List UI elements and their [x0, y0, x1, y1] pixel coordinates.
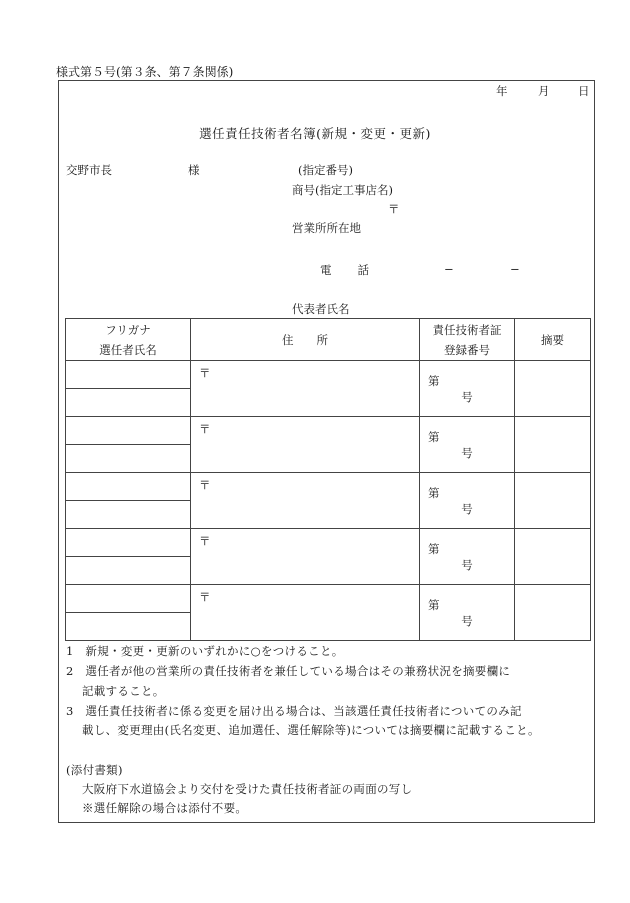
note-3-line-1: 3 選任責任技術者に係る変更を届け出る場合は、当該選任責任技術者についてのみ記: [66, 704, 522, 718]
office-address-label: 営業所所在地: [292, 221, 361, 235]
appointee-name-cell[interactable]: [66, 501, 191, 529]
header-remarks-label: 摘要: [541, 332, 564, 347]
remarks-cell[interactable]: [515, 585, 591, 641]
note-1: 1 新規・変更・更新のいずれかに○をつけること。: [66, 644, 344, 658]
furigana-cell[interactable]: [66, 361, 191, 389]
date-day-label: 日: [578, 84, 590, 98]
phone-dash-1: −: [444, 262, 454, 276]
reg-prefix: 第: [428, 597, 440, 612]
remarks-cell[interactable]: [515, 361, 591, 417]
date-year-label: 年: [496, 84, 508, 98]
appointee-name-cell[interactable]: [66, 445, 191, 473]
attachment-item-2: ※選任解除の場合は添付不要。: [82, 801, 248, 815]
address-cell[interactable]: [191, 529, 420, 585]
form-title: 選任責任技術者名簿(新規・変更・更新): [199, 126, 431, 141]
postal-mark: 〒: [199, 590, 211, 604]
header-furigana: フリガナ: [105, 322, 151, 337]
header-address: [191, 319, 420, 361]
furigana-cell[interactable]: [66, 529, 191, 557]
reg-suffix: 号: [461, 389, 473, 404]
designation-number-label: (指定番号): [298, 163, 353, 177]
table-row: [66, 529, 591, 557]
postal-mark: 〒: [199, 478, 211, 492]
postal-mark: 〒: [199, 366, 211, 380]
representative-label: 代表者氏名: [292, 302, 350, 316]
address-cell[interactable]: [191, 417, 420, 473]
reg-suffix: 号: [461, 557, 473, 572]
registration-cell[interactable]: [420, 417, 515, 473]
header-appointee-name: 選任者氏名: [99, 342, 157, 357]
header-remarks: [515, 319, 591, 361]
header-registration-number: 登録番号: [444, 342, 490, 357]
reg-prefix: 第: [428, 485, 440, 500]
technician-roster-table: [65, 318, 591, 641]
header-address-label: 住 所: [282, 332, 328, 347]
date-month-label: 月: [538, 84, 550, 98]
trade-name-label: 商号(指定工事店名): [292, 183, 393, 197]
table-row: [66, 361, 591, 389]
remarks-cell[interactable]: [515, 473, 591, 529]
remarks-cell[interactable]: [515, 529, 591, 585]
reg-suffix: 号: [461, 613, 473, 628]
note-2-line-2: 記載すること。: [82, 684, 165, 698]
note-3-line-2: 載し、変更理由(氏名変更、追加選任、選任解除等)については摘要欄に記載すること。: [82, 723, 540, 737]
addressee-mayor: 交野市長: [66, 163, 112, 177]
registration-cell[interactable]: [420, 529, 515, 585]
furigana-cell[interactable]: [66, 473, 191, 501]
phone-dash-2: −: [510, 262, 520, 276]
attachment-item-1: 大阪府下水道協会より交付を受けた責任技術者証の両面の写し: [82, 782, 413, 796]
address-cell[interactable]: [191, 361, 420, 417]
note-2-line-1: 2 選任者が他の営業所の責任技術者を兼任している場合はその兼務状況を摘要欄に: [66, 664, 511, 678]
address-cell[interactable]: [191, 585, 420, 641]
address-cell[interactable]: [191, 473, 420, 529]
table-row: [66, 585, 591, 613]
registration-cell[interactable]: [420, 585, 515, 641]
appointee-name-cell[interactable]: [66, 389, 191, 417]
postal-mark: 〒: [199, 534, 211, 548]
furigana-cell[interactable]: [66, 417, 191, 445]
table-row: [66, 473, 591, 501]
addressee-honorific: 様: [188, 163, 200, 177]
phone-label: 電 話: [320, 263, 370, 277]
remarks-cell[interactable]: [515, 417, 591, 473]
form-number-label: 様式第５号(第３条、第７条関係): [56, 65, 234, 79]
header-certificate: 責任技術者証: [432, 322, 502, 337]
registration-cell[interactable]: [420, 473, 515, 529]
header-registration: [420, 319, 515, 361]
reg-prefix: 第: [428, 429, 440, 444]
appointee-name-cell[interactable]: [66, 613, 191, 641]
reg-suffix: 号: [461, 445, 473, 460]
appointee-name-cell[interactable]: [66, 557, 191, 585]
header-name: [66, 319, 191, 361]
postal-mark: 〒: [199, 422, 211, 436]
attachments-heading: (添付書類): [66, 763, 123, 777]
reg-prefix: 第: [428, 373, 440, 388]
reg-prefix: 第: [428, 541, 440, 556]
registration-cell[interactable]: [420, 361, 515, 417]
table-row: [66, 417, 591, 445]
reg-suffix: 号: [461, 501, 473, 516]
postal-mark: 〒: [388, 202, 400, 216]
furigana-cell[interactable]: [66, 585, 191, 613]
